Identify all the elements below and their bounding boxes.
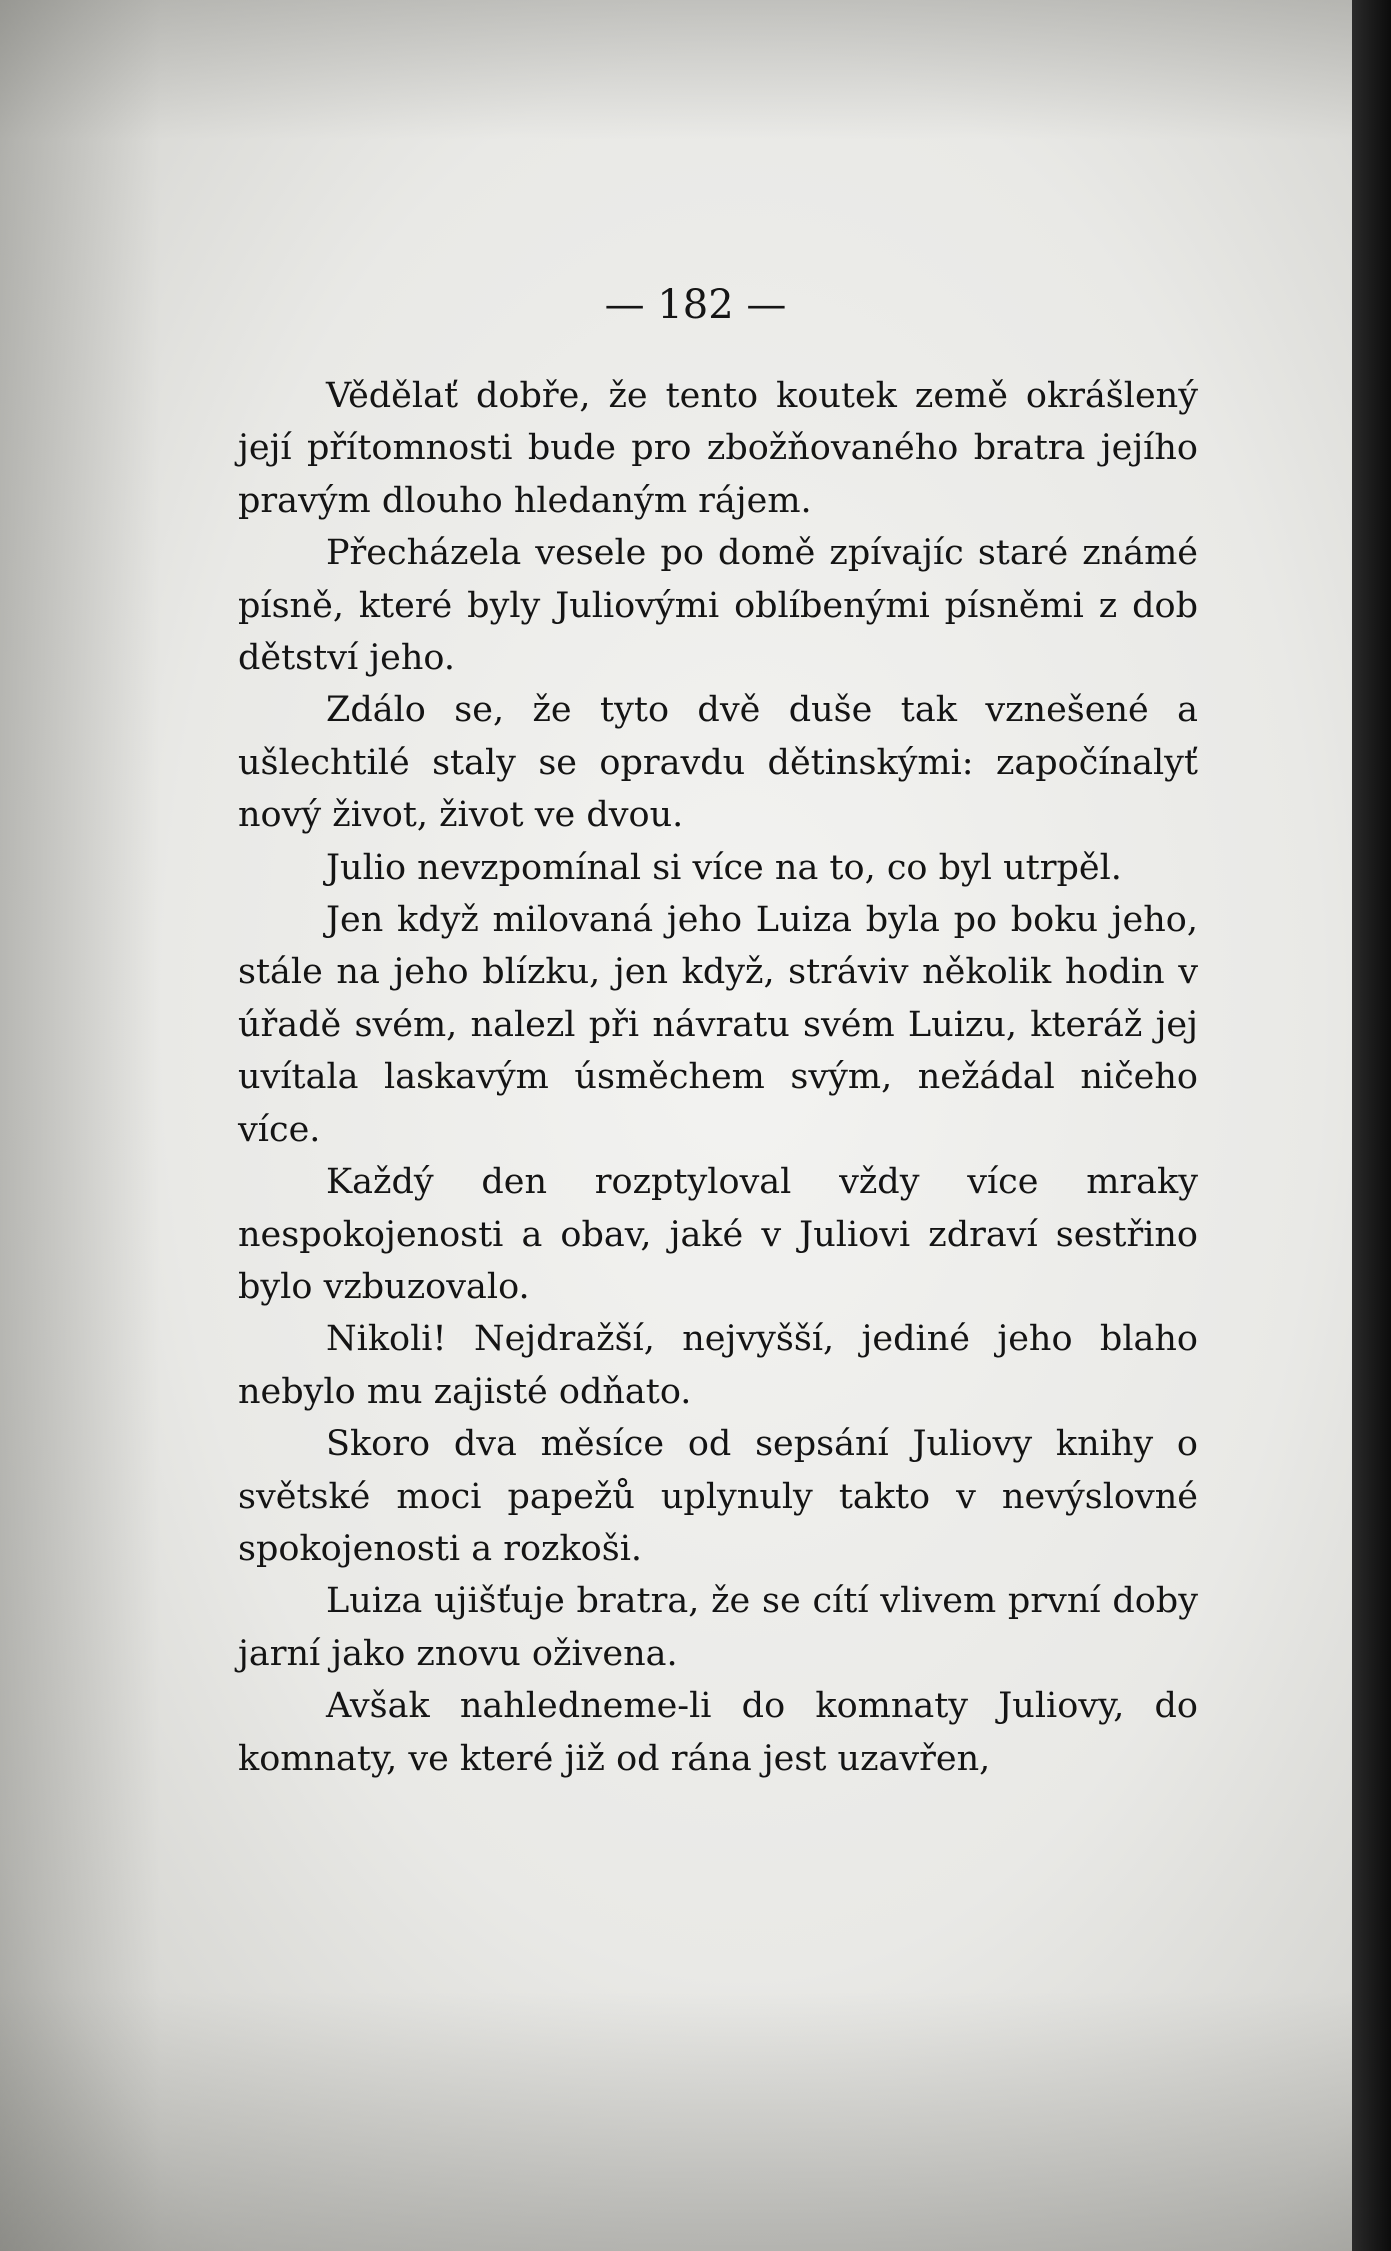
body-text xyxy=(238,370,1198,1785)
book-spine-edge xyxy=(1352,0,1391,2251)
page-number: — 182 — xyxy=(604,282,787,328)
paragraph: Avšak nahledneme-li do komnaty Juliovy, do komnaty, ve které již od rána jest uzavřen, xyxy=(238,1686,1198,1779)
paragraph: Skoro dva měsíce od sepsání Juliovy knihy o světské moci papežů uplynuly takto v nevýslovné spokojenosti a rozkoši. xyxy=(238,1424,1198,1569)
paragraph: Julio nevzpomínal si více na to, co byl utrpěl. xyxy=(326,847,1122,888)
paragraph: Přecházela vesele po domě zpívajíc staré známé písně, které byly Juliovými oblíbenými písněmi z dob dětství jeho. xyxy=(238,533,1198,679)
paragraph: Každý den rozptyloval vždy více mraky nespokojenosti a obav, jaké v Juliovi zdraví sestřino bylo vzbuzovalo. xyxy=(238,1162,1198,1307)
paragraph: Nikoli! Nejdražší, nejvyšší, jediné jeho blaho nebylo mu zajisté odňato. xyxy=(238,1319,1198,1412)
page-shadow-top xyxy=(0,0,1352,140)
page-shadow-left xyxy=(0,0,160,2251)
paragraph: Luiza ujišťuje bratra, že se cítí vlivem první doby jarní jako znovu oživena. xyxy=(238,1581,1198,1674)
paragraph: Vědělať dobře, že tento koutek země okrášlený její přítomnosti bude pro zbožňovaného bratra jejího pravým dlouho hledaným rájem. xyxy=(238,376,1198,521)
page-shadow-bottom xyxy=(0,1991,1352,2251)
paragraph: Zdálo se, že tyto dvě duše tak vznešené a ušlechtilé staly se opravdu dětinskými: započínalyť nový život, život ve dvou. xyxy=(238,690,1198,836)
paragraph: Jen když milovaná jeho Luiza byla po boku jeho, stále na jeho blízku, jen když, stráviv několik hodin v úřadě svém, nalezl při návratu svém Luizu, kteráž jej uvítala laskavým úsměchem svým, nežádal ničeho více. xyxy=(238,900,1198,1150)
